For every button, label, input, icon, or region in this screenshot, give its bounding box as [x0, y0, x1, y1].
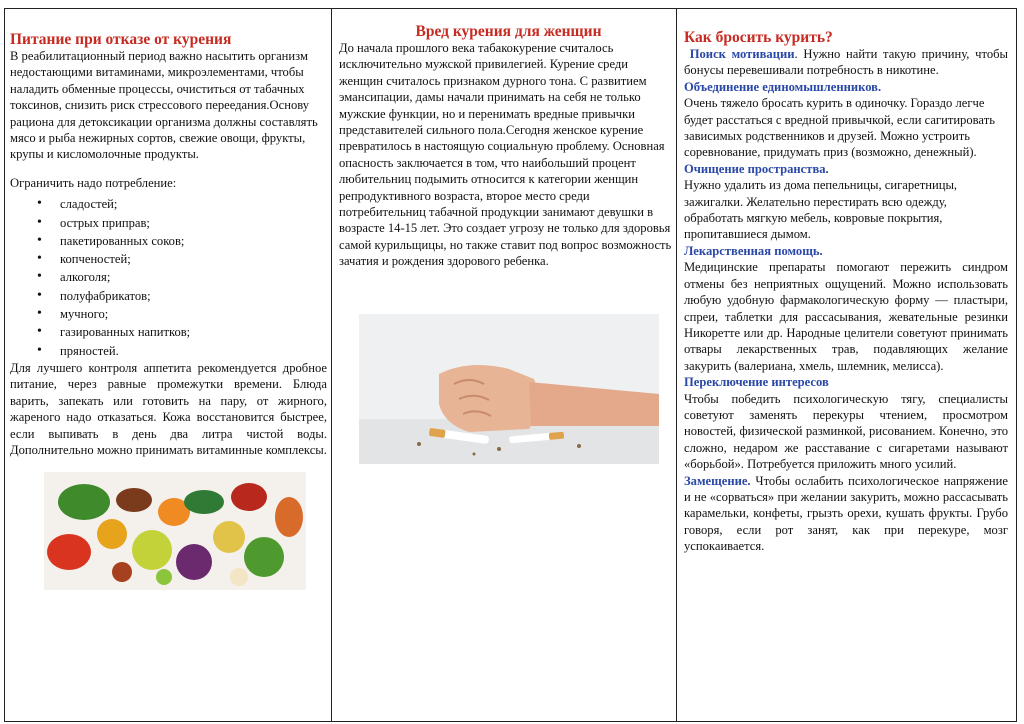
list-item: • пакетированных соков;	[10, 232, 327, 250]
replacement-paragraph	[684, 473, 1008, 555]
list-item: • сладостей;	[10, 195, 327, 213]
list-item: • мучного;	[10, 305, 327, 323]
motivation-text: . Нужно найти такую причину, чтобы бонусы перевешивали потребность в никотине.	[684, 47, 1008, 78]
quit-title: Как бросить курить?	[684, 29, 833, 46]
women-harm-title: Вред курения для женщин	[415, 23, 602, 40]
vegetables-image	[44, 472, 306, 590]
replacement-heading: Замещение.	[684, 473, 751, 488]
column-nutrition	[4, 8, 331, 722]
cleaning-heading: Очищение пространства.	[684, 161, 829, 176]
nutrition-title: Питание при отказе от курения	[10, 31, 232, 48]
list-item: • алкоголя;	[10, 268, 327, 286]
interests-heading: Переключение интересов	[684, 375, 829, 390]
medicine-heading: Лекарственная помощь.	[684, 243, 823, 258]
women-harm-text: До начала прошлого века табакокурение считалось исключительно мужской привилегией. Курение среди женщин считалось признаком дурного тона. С развитием эмансипации, дамы начали принимать на себя не только мужские функции, но и перенимать вредные привычки представителей сильного пола.Сегодня женское курение превратилось в настоящую социальную проблему. Основная опасность заключается в том, что наибольший процент любительниц подымить относится к категории женщин репродуктивного возраста, второе место среди потребительниц табачной продукции занимают девушки в возрасте 14-15 лет. Это создает угрозу не только для здоровья самой курильщицы, но также ставит под вопрос возможность зачатия и рождения здорового ребенка.	[339, 41, 672, 269]
limit-label: Ограничить надо потребление:	[10, 175, 177, 190]
list-item: • острых приправ;	[10, 214, 327, 232]
limit-list	[10, 195, 327, 360]
list-item: • газированных напитков;	[10, 323, 327, 341]
cleaning-text: Нужно удалить из дома пепельницы, сигаретницы, зажигалки. Желательно перестирать всю одежду, обработать мягкую мебель, ковровые покрытия, пропитавшиеся дымом.	[684, 178, 958, 242]
list-item: • пряностей.	[10, 342, 327, 360]
motivation-paragraph	[684, 46, 1008, 79]
nutrition-intro: В реабилитационный период важно насытить организм недостающими витаминами, микроэлементами, чтобы наладить обменные процессы, очиститься от табачных токсинов, снизить риск стрессового переедания.Основу рациона для детоксикации организма должны составлять мясо и рыба нежирных сортов, свежие овощи, фрукты, крупы и кисломолочные продукты.	[10, 49, 318, 162]
replacement-text: Чтобы ослабить психологическое напряжение и не «сорваться» при желании закурить, можно рассасывать карамельки, конфеты, грызть орехи, кушать фрукты. Грубо говоря, если рот занят, как при перекуре, мозг успокаивается.	[684, 473, 1008, 554]
column-women-harm	[331, 8, 676, 722]
nutrition-outro: Для лучшего контроля аппетита рекомендуется дробное питание, через равные промежутки времени. Блюда варить, запекать или готовить на пару, от жирного, жареного надо отказаться. Кожа восстановится быстрее, если выпивать в день два литра чистой воды. Дополнительно можно принимать витаминные комплексы.	[10, 360, 327, 457]
like-minded-text: Очень тяжело бросать курить в одиночку. Гораздо легче будет расстаться с вредной привычкой, если сагитировать зависимых родственников и друзей. Можно устроить соревнование, придумать приз (возможно, денежный).	[684, 96, 995, 160]
list-item: • полуфабрикатов;	[10, 287, 327, 305]
like-minded-heading: Объединение единомышленников.	[684, 79, 882, 94]
fist-cigarettes-image	[359, 314, 659, 464]
medicine-text: Медицинские препараты помогают пережить синдром отмены без неприятных ощущений. Можно использовать любую удобную фармакологическую форму — пластыри, спреи, таблетки для рассасывания, жевательные резинки Никоретте или др. Народные целители советуют принимать отвары лекарственных трав, подавляющих желание закурить (валериана, хмель, шлемник, мелисса).	[684, 260, 1008, 373]
column-quit-smoking	[676, 8, 1017, 722]
list-item: • копченостей;	[10, 250, 327, 268]
motivation-heading: Поиск мотивации	[689, 47, 795, 61]
interests-text: Чтобы победить психологическую тягу, специалисты советуют заменять перекуры чтением, просмотром новостей, физической разминкой, рисованием. Конечно, это сложно, недаром же расставание с сигаретами называют «борьбой». Потребуется приложить много усилий.	[684, 391, 1008, 472]
